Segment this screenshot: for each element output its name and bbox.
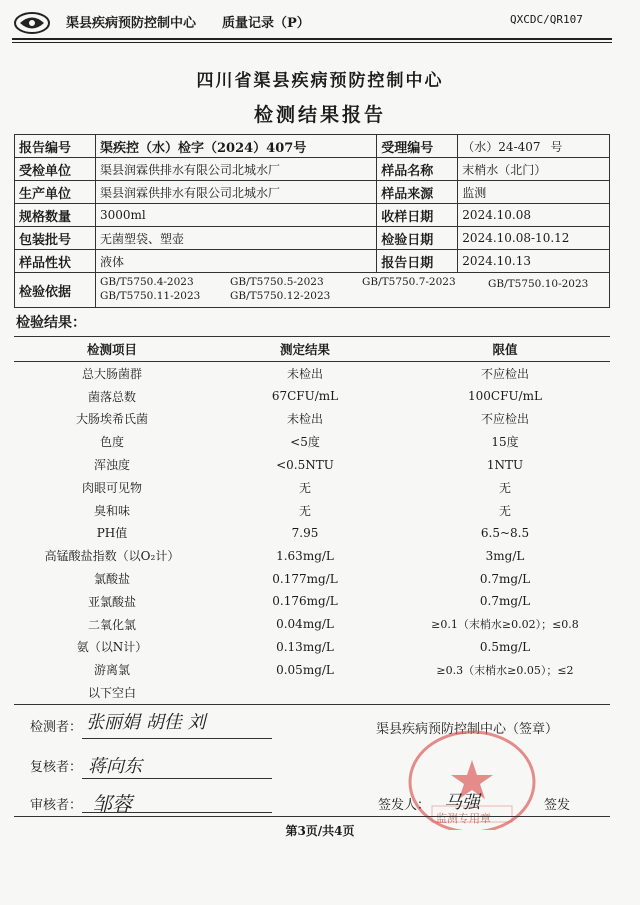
- info-value: 2024.10.08: [458, 204, 610, 227]
- info-label: 样品名称: [377, 158, 458, 181]
- info-label: 收样日期: [377, 204, 458, 227]
- blank-note: 以下空白: [14, 681, 210, 704]
- item-cell: 色度: [99, 435, 124, 450]
- cdc-logo-icon: [12, 10, 52, 36]
- info-label: 规格数量: [15, 204, 96, 227]
- info-value: 监测: [458, 181, 610, 204]
- limit-cell: 100CFU/mL: [468, 389, 542, 404]
- info-label: 报告日期: [377, 250, 458, 273]
- header-rule-thick: [12, 38, 612, 40]
- limit-cell: 无: [498, 480, 511, 495]
- header-rule-thin: [12, 42, 612, 43]
- info-value: 2024.10.08-10.12: [458, 227, 610, 250]
- info-label: 包装批号: [15, 227, 96, 250]
- item-cell: 氯酸盐: [93, 572, 130, 587]
- item-cell: 浑浊度: [93, 458, 130, 473]
- report-no-label: 报告编号: [15, 135, 96, 158]
- report-no-value: 渠疾控（水）检字（2024）407号: [96, 135, 377, 158]
- table-row: [14, 658, 610, 681]
- footer-rule: [14, 816, 610, 817]
- results-body: [14, 362, 610, 705]
- page-number: 第3页/共4页: [285, 824, 355, 838]
- report-number-row: [15, 135, 610, 158]
- item-cell: 臭和味: [93, 503, 130, 518]
- limit-cell: 0.7mg/L: [479, 594, 531, 609]
- result-cell: 无: [298, 503, 311, 518]
- table-row: [14, 362, 610, 385]
- accept-no-cell: [458, 135, 610, 158]
- item-cell: 总大肠菌群: [81, 366, 142, 381]
- item-cell: 菌落总数: [87, 389, 136, 404]
- result-cell: 0.04mg/L: [276, 617, 334, 632]
- info-value: 末梢水（北门）: [458, 158, 610, 181]
- table-row: [14, 567, 610, 590]
- result-cell: <0.5NTU: [276, 457, 334, 472]
- reviewer-signature: 蒋向东: [88, 756, 142, 777]
- table-row: [14, 385, 610, 408]
- basis-values: [96, 273, 610, 308]
- table-row: [14, 430, 610, 453]
- result-cell: <5度: [290, 435, 320, 450]
- seal-caption: 渠县疾病预防控制中心（签章）: [376, 722, 559, 737]
- table-row: [14, 522, 610, 545]
- item-cell: 高锰酸盐指数（以O₂计）: [44, 549, 180, 564]
- item-cell: 氨（以N计）: [76, 640, 148, 655]
- table-row: [14, 590, 610, 613]
- limit-cell: 无: [498, 503, 511, 518]
- result-cell: 未检出: [286, 366, 323, 381]
- limit-cell: ≥0.3（末梢水≥0.05）；≤2: [436, 663, 574, 677]
- info-row: [15, 227, 610, 250]
- accept-no-label: 受理编号: [377, 135, 458, 158]
- basis-standard: GB/T5750.12-2023: [230, 290, 331, 302]
- header-record-type: 质量记录（P）: [222, 16, 310, 31]
- info-value: 渠县润霖供排水有限公司北城水厂: [96, 181, 377, 204]
- center-name-title: 四川省渠县疾病预防控制中心: [196, 71, 444, 91]
- limit-cell: 3mg/L: [485, 548, 525, 563]
- header-org-name: 渠县疾病预防控制中心: [66, 16, 197, 31]
- info-row: [15, 250, 610, 273]
- accept-no-value: （水）24-407: [462, 139, 541, 154]
- reviewer-sign-line: [82, 778, 272, 779]
- info-row: [15, 158, 610, 181]
- col-header-result: 测定结果: [210, 337, 400, 362]
- table-row: [14, 408, 610, 431]
- info-value: 3000ml: [96, 204, 377, 227]
- info-row: [15, 204, 610, 227]
- report-title: 检测结果报告: [253, 104, 386, 126]
- tester-label: 检测者：: [30, 720, 83, 735]
- item-cell: 亚氯酸盐: [87, 594, 136, 609]
- info-row: [15, 181, 610, 204]
- issue-label: 签发: [544, 798, 571, 813]
- reviewer-label: 复核者：: [30, 760, 83, 775]
- table-row: [14, 453, 610, 476]
- result-cell: 无: [298, 480, 311, 495]
- limit-cell: 不应检出: [480, 412, 529, 427]
- document-header: [0, 8, 640, 36]
- result-cell: 0.05mg/L: [276, 662, 334, 677]
- item-cell: 游离氯: [93, 663, 130, 678]
- blank-note-row: [14, 681, 610, 704]
- basis-standard: GB/T5750.10-2023: [488, 278, 589, 290]
- results-table: [14, 336, 610, 705]
- auditor-signature: 邹蓉: [92, 792, 132, 816]
- info-label: 生产单位: [15, 181, 96, 204]
- col-header-item: 检测项目: [14, 337, 210, 362]
- limit-cell: 6.5~8.5: [480, 525, 530, 540]
- sample-info-table: [14, 134, 610, 308]
- auditor-sign-line: [82, 812, 272, 813]
- item-cell: 肉眼可见物: [81, 480, 142, 495]
- col-header-limit: 限值: [400, 337, 610, 362]
- header-record-code: QXCDC/QR107: [510, 13, 583, 26]
- issuer-label: 签发人：: [378, 798, 431, 813]
- info-label: 受检单位: [15, 158, 96, 181]
- result-cell: 0.13mg/L: [276, 639, 334, 654]
- table-row: [14, 544, 610, 567]
- basis-label: 检验依据: [15, 273, 96, 308]
- info-value: 2024.10.13: [458, 250, 610, 273]
- issuer-signature: 马强: [444, 792, 480, 813]
- result-cell: 未检出: [286, 412, 323, 427]
- result-cell: 0.176mg/L: [272, 594, 338, 609]
- auditor-label: 审核者：: [30, 798, 83, 813]
- result-cell: 1.63mg/L: [276, 548, 334, 563]
- limit-cell: ≥0.1（末梢水≥0.02）；≤0.8: [431, 618, 579, 632]
- table-row: [14, 613, 610, 636]
- info-value: 液体: [96, 250, 377, 273]
- limit-cell: 1NTU: [486, 457, 524, 472]
- info-value: 无菌塑袋、塑壶: [96, 227, 377, 250]
- limit-cell: 0.7mg/L: [479, 571, 531, 586]
- results-header-row: [14, 337, 610, 362]
- table-row: [14, 476, 610, 499]
- basis-standard: GB/T5750.11-2023: [100, 290, 201, 302]
- accept-no-suffix: 号: [550, 139, 563, 154]
- result-cell: 0.177mg/L: [272, 571, 338, 586]
- limit-cell: 15度: [491, 435, 519, 450]
- result-cell: 7.95: [291, 525, 319, 540]
- info-label: 样品来源: [377, 181, 458, 204]
- item-cell: PH值: [96, 526, 128, 541]
- info-label: 样品性状: [15, 250, 96, 273]
- info-value: 渠县润霖供排水有限公司北城水厂: [96, 158, 377, 181]
- basis-row: [15, 273, 610, 308]
- table-row: [14, 499, 610, 522]
- results-section-label: 检验结果：: [16, 315, 86, 331]
- basis-standard: GB/T5750.4-2023: [100, 276, 194, 288]
- item-cell: 大肠埃希氏菌: [75, 412, 148, 427]
- tester-signature: 张丽娟 胡佳 刘: [86, 712, 206, 733]
- result-cell: 67CFU/mL: [271, 389, 339, 404]
- basis-standard: GB/T5750.7-2023: [362, 276, 456, 288]
- basis-standard: GB/T5750.5-2023: [230, 276, 324, 288]
- table-row: [14, 636, 610, 659]
- item-cell: 二氧化氯: [87, 617, 136, 632]
- tester-sign-line: [82, 738, 272, 739]
- stamp-subtitle: 监测专用章: [436, 812, 491, 825]
- limit-cell: 0.5mg/L: [479, 639, 531, 654]
- info-label: 检验日期: [377, 227, 458, 250]
- limit-cell: 不应检出: [480, 366, 529, 381]
